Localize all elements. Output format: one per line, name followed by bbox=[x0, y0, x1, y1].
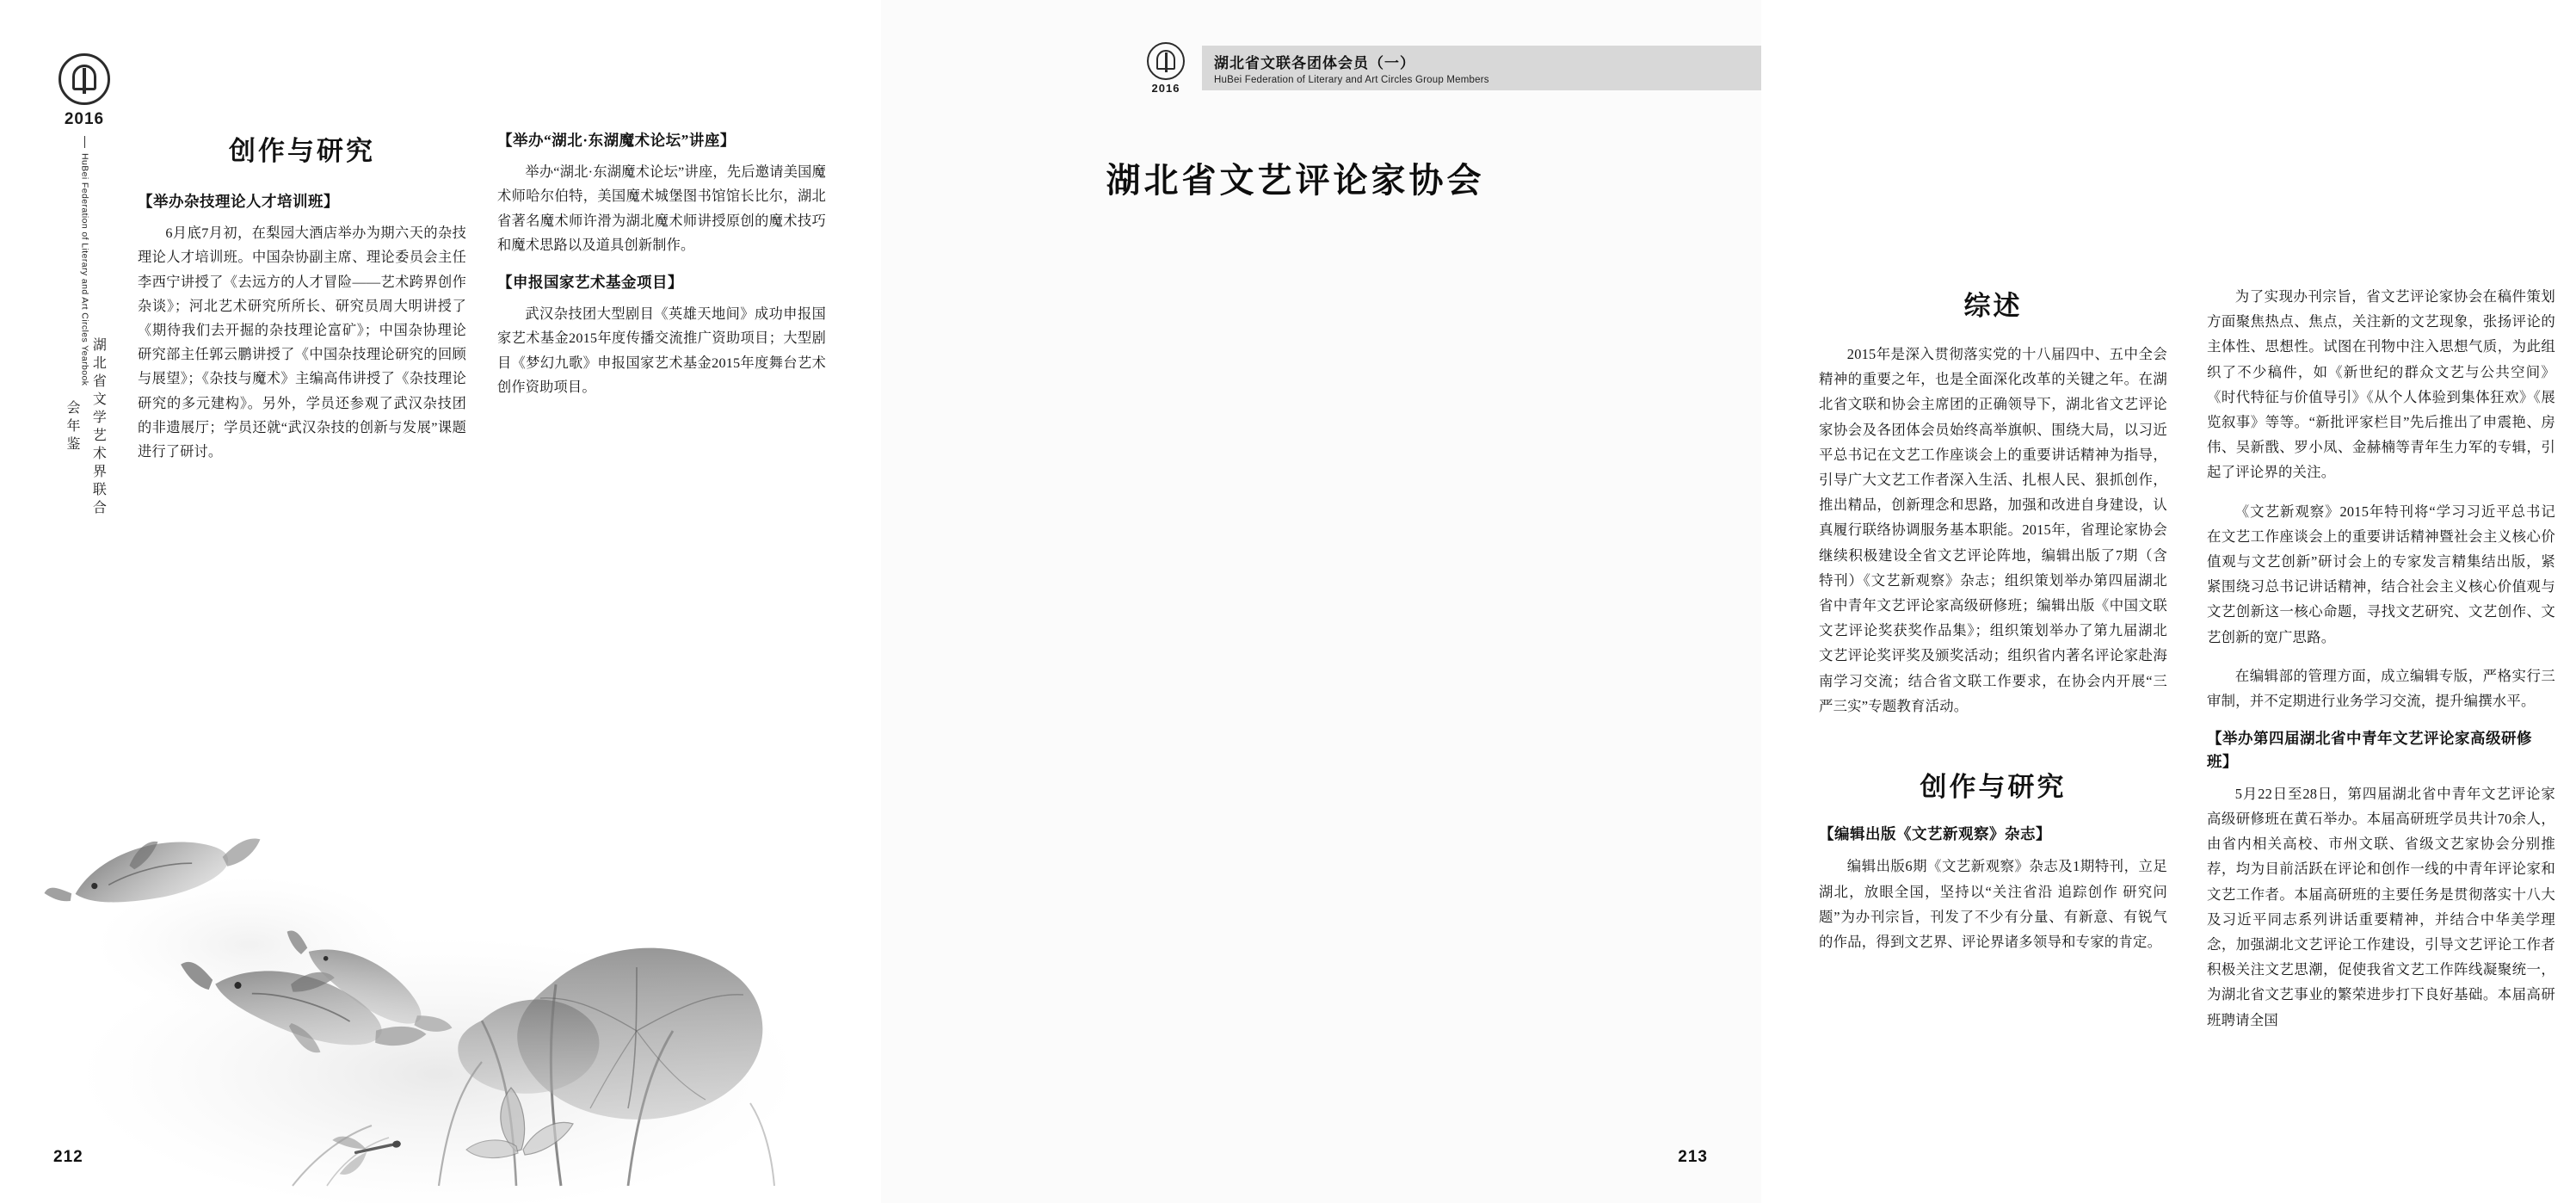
subheading-art-fund-application: 【申报国家艺术基金项目】 bbox=[497, 274, 683, 291]
section-title-creation-research-right: 创作与研究 bbox=[1920, 772, 2067, 803]
section-title-creation-research: 创作与研究 bbox=[229, 136, 375, 166]
right-text-columns bbox=[1819, 284, 2576, 1046]
header-title-en: HuBei Federation of Literary and Art Circles Group Members bbox=[1214, 75, 1489, 85]
left-page bbox=[0, 0, 881, 1203]
masthead-divider bbox=[84, 136, 85, 148]
masthead-english-vertical: HuBei Federation of Literary and Art Circles Yearbook bbox=[79, 153, 90, 386]
header-band bbox=[1202, 46, 1761, 90]
header-logo-block bbox=[1142, 42, 1190, 95]
paragraph-overview: 2015年是深入贯彻落实党的十八届四中、五中全会精神的重要之年，也是全面深化改革的关键之年。在湖北省文联和协会主席团的正确领导下，湖北省文艺评论家协会及各团体会员始终高举旗帜、围绕大局，以习近平总书记在文艺工作座谈会上的重要讲话精神为指导，引导广大文艺工作者深入生活、扎根人民、狠抓创作，推出精品，创新理念和思路，加强和改进自身建设，认真履行联络协调服务基本职能。2015年，省理论家协会继续积极建设全省文艺评论阵地，编辑出版了7期（含特刊）《文艺新观察》杂志；组织策划举办第四届湖北省中青年文艺评论家高级研修班；编辑出版《中国文联文艺评论奖获奖作品集》；组织策划举办了第九届湖北文艺评论奖评奖及颁奖活动；组织省内著名评论家赴海南学习交流；结合省文联工作要求，在协会内开展“三严三实”专题教育活动。 bbox=[1819, 346, 2167, 714]
page-number-left: 212 bbox=[53, 1148, 83, 1166]
paragraph-editorial-planning: 为了实现办刊宗旨，省文艺评论家协会在稿件策划方面聚焦热点、焦点，关注新的文艺现象，张扬评论的主体性、思想性。试图在刊物中注入思想气质，为此组织了不少稿件，如《新世纪的群众文艺与公共空间》《时代特征与价值导引》《从个人体验到集体狂欢》《展览叙事》等等。“新批评家栏目”先后推出了申震艳、房伟、吴新戬、罗小凤、金赫楠等青年生力军的专辑，引起了评论界的关注。 bbox=[2207, 288, 2555, 481]
subheading-magazine-publication: 【编辑出版《文艺新观察》杂志】 bbox=[1819, 825, 2051, 843]
left-column-1 bbox=[138, 129, 466, 478]
paragraph-magazine-publication: 编辑出版6期《文艺新观察》杂志及1期特刊，立足湖北，放眼全国，坚持以“关注省沿 追踪创作 研究问题”为办刊宗旨，刊发了不少有分量、有新意、有锐气的作品，得到文艺界、评论界诸多领导和专家的肯定。 bbox=[1819, 858, 2167, 950]
page-number-right: 213 bbox=[1678, 1148, 1708, 1166]
paragraph-acrobatics-training: 6月底7月初，在梨园大酒店举办为期六天的杂技理论人才培训班。中国杂协副主席、理论委员会主任李西宁讲授了《去远方的人才冒险——艺术跨界创作杂谈》；河北艺术研究所所长、研究员周大明讲授了《期待我们去开掘的杂技理论富矿》；中国杂协理论研究部主任郭云鹏讲授了《中国杂技理论研究的回顾与展望》；《杂技与魔术》主编高伟讲授了《杂技理论研究的多元建构》。另外，学员还参观了武汉杂技团的非遗展厅；学员还就“武汉杂技的创新与发展”课题进行了研讨。 bbox=[138, 225, 466, 460]
right-page bbox=[881, 0, 2555, 1203]
section-title-overview: 综述 bbox=[1963, 291, 2023, 321]
right-column-2 bbox=[2207, 284, 2555, 1046]
federation-logo-icon-header bbox=[1147, 42, 1185, 80]
federation-logo-icon bbox=[59, 53, 110, 105]
paragraph-magic-forum: 举办“湖北·东湖魔术论坛”讲座，先后邀请美国魔术师哈尔伯特，美国魔术城堡图书馆馆长比尔，湖北省著名魔术师许滑为湖北魔术师讲授原创的魔术技巧和魔术思路以及道具创新制作。 bbox=[497, 164, 826, 253]
paragraph-advanced-seminar: 5月22日至28日，第四届湖北省中青年文艺评论家高级研修班在黄石举办。本届高研班学员共计70余人，由省内相关高校、市州文联、省级文艺家协会分别推荐，均为目前活跃在评论和创作一线的中青年评论家和文艺工作者。本届高研班的主要任务是贯彻落实十八大及习近平同志系列讲话重要精神，并结合中华美学理念，加强湖北文艺评论工作建设，引导文艺评论工作者积极关注文艺思潮，促使我省文艺工作阵线凝聚统一，为湖北省文艺事业的繁荣进步打下良好基础。本届高研班聘请全国 bbox=[2207, 785, 2555, 1028]
paragraph-editorial-management: 在编辑部的管理方面，成立编辑专版，严格实行三审制，并不定期进行业务学习交流，提升编撰水平。 bbox=[2207, 667, 2555, 710]
page-title: 湖北省文艺评论家协会 bbox=[1106, 161, 1485, 200]
masthead-chinese-vertical: 湖北省文学艺术界联合会年鉴 bbox=[65, 336, 106, 518]
header-logo-year: 2016 bbox=[1151, 81, 1180, 95]
subheading-magic-forum: 【举办“湖北·东湖魔术论坛”讲座】 bbox=[497, 132, 736, 149]
header-title-cn: 湖北省文联各团体会员（一） bbox=[1214, 55, 1415, 71]
ink-painting-koi-lotus bbox=[34, 816, 843, 1186]
subheading-acrobatics-training: 【举办杂技理论人才培训班】 bbox=[138, 193, 339, 210]
paragraph-art-fund-application: 武汉杂技团大型剧目《英雄天地间》成功申报国家艺术基金2015年度传播交流推广资助项目；大型剧目《梦幻九歌》申报国家艺术基金2015年度舞台艺术创作资助项目。 bbox=[497, 306, 826, 395]
left-text-columns bbox=[138, 129, 826, 478]
subheading-advanced-seminar: 【举办第四届湖北省中青年文艺评论家高级研修班】 bbox=[2207, 730, 2532, 770]
left-column-2 bbox=[497, 129, 826, 478]
right-running-header bbox=[1142, 41, 1761, 95]
logo-year-label: 2016 bbox=[64, 110, 105, 128]
right-column-1 bbox=[1819, 284, 2167, 1046]
paragraph-special-issue: 《文艺新观察》2015年特刊将“学习习近平总书记在文艺工作座谈会上的重要讲话精神暨社会主义核心价值观与文艺创新”研讨会上的专家发言精集结出版，紧紧围绕习总书记讲话精神，结合社会主义核心价值观与文艺创新这一核心命题，寻找文艺研究、文艺创作、文艺创新的宽广思路。 bbox=[2207, 503, 2555, 645]
left-masthead bbox=[53, 53, 115, 520]
